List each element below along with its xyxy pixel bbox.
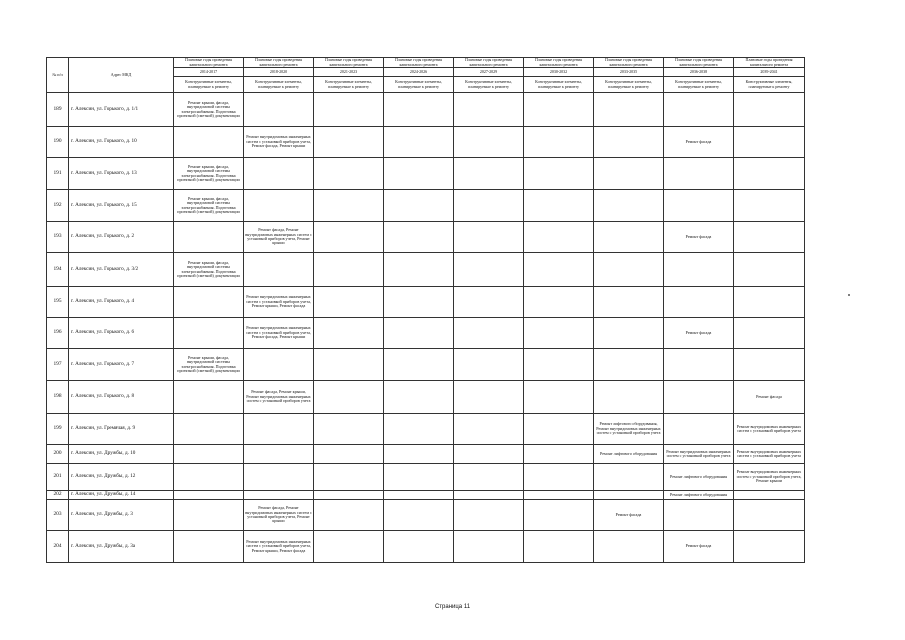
row-address: г. Алексин, ул. Дружбы, д. 10: [69, 445, 174, 464]
period-subheading: Конструктивные элементы, планируемые к ремонту: [454, 77, 524, 93]
repair-works-cell: [174, 222, 244, 253]
repair-works-cell: [454, 414, 524, 445]
row-address: г. Алексин, ул. Гремячая, д. 9: [69, 414, 174, 445]
repair-works-cell: Ремонт лифтового оборудования: [664, 464, 734, 491]
table-row: [47, 381, 805, 414]
period-heading: Плановые годы проведения капитального ремонта: [454, 58, 524, 68]
repair-works-cell: Ремонт крыши, фасада, внутридомовой системы электроснабжения. Подготовка проектной (сметной) документации: [174, 349, 244, 381]
repair-works-cell: [454, 127, 524, 158]
page-footer: Страница 11: [434, 604, 471, 610]
period-subheading: Конструктивные элементы, планируемые к ремонту: [174, 77, 244, 93]
repair-works-cell: Ремонт лифтового оборудования: [664, 491, 734, 500]
repair-works-cell: [594, 253, 664, 287]
repair-works-cell: [244, 190, 314, 222]
repair-works-cell: [594, 222, 664, 253]
period-years: 2021-2023: [314, 68, 384, 77]
repair-works-cell: [244, 414, 314, 445]
repair-works-cell: [384, 222, 454, 253]
period-years: 2024-2026: [384, 68, 454, 77]
row-address: г. Алексин, ул. Дружбы, д. 3: [69, 500, 174, 531]
repair-works-cell: [734, 491, 805, 500]
row-address: г. Алексин, ул. Горького, д. 13: [69, 158, 174, 190]
row-address: г. Алексин, ул. Горького, д. 2: [69, 222, 174, 253]
period-years: 2030-2032: [524, 68, 594, 77]
repair-works-cell: Ремонт внутридомовых инженерных систем с установкой приборов учета, Ремонт крыши: [734, 464, 805, 491]
row-number: 189: [47, 93, 69, 127]
repair-works-cell: Ремонт внутридомовых инженерных систем с установкой приборов учета, Ремонт крыши, Ремонт фасада: [244, 287, 314, 318]
repair-works-cell: [314, 464, 384, 491]
row-address: г. Алексин, ул. Дружбы, д. 12: [69, 464, 174, 491]
repair-works-cell: [314, 414, 384, 445]
repair-works-cell: [524, 253, 594, 287]
repair-works-cell: [454, 349, 524, 381]
repair-works-cell: [454, 93, 524, 127]
repair-works-cell: [454, 464, 524, 491]
repair-works-cell: Ремонт фасада, Ремонт внутридомовых инженерных систем с установкой приборов учета, Ремонт крыши: [244, 500, 314, 531]
repair-works-cell: [664, 349, 734, 381]
repair-works-cell: [734, 127, 805, 158]
repair-works-cell: [314, 381, 384, 414]
repair-works-cell: [244, 93, 314, 127]
row-number: 199: [47, 414, 69, 445]
table-row: [47, 349, 805, 381]
repair-works-cell: Ремонт лифтового оборудования, Ремонт внутридомовых инженерных систем с установкой приборов учета: [594, 414, 664, 445]
row-address: г. Алексин, ул. Горького, д. 8: [69, 381, 174, 414]
table-row: [47, 127, 805, 158]
table-row: [47, 491, 805, 500]
row-number: 198: [47, 381, 69, 414]
repair-works-cell: [524, 287, 594, 318]
capital-repair-table: [46, 57, 805, 563]
repair-works-cell: [384, 287, 454, 318]
repair-works-cell: [454, 445, 524, 464]
repair-works-cell: Ремонт фасада: [664, 127, 734, 158]
repair-works-cell: [594, 531, 664, 563]
repair-works-cell: [734, 93, 805, 127]
repair-works-cell: [454, 381, 524, 414]
repair-works-cell: [454, 190, 524, 222]
table-row: [47, 414, 805, 445]
row-address: г. Алексин, ул. Дружбы, д. 3а: [69, 531, 174, 563]
period-heading: Плановые годы проведения капитального ремонта: [594, 58, 664, 68]
repair-works-cell: Ремонт фасада: [664, 531, 734, 563]
repair-works-cell: Ремонт внутридомовых инженерных систем с установкой приборов учета: [734, 445, 805, 464]
repair-works-cell: [244, 158, 314, 190]
repair-works-cell: [454, 318, 524, 349]
repair-works-cell: [384, 318, 454, 349]
row-number: 194: [47, 253, 69, 287]
repair-works-cell: [244, 464, 314, 491]
period-subheading: Конструктивные элементы, планируемые к ремонту: [524, 77, 594, 93]
repair-works-cell: [524, 500, 594, 531]
repair-works-cell: Ремонт крыши, фасада, внутридомовой системы электроснабжения. Подготовка проектной (сметной) документации: [174, 93, 244, 127]
repair-works-cell: [384, 190, 454, 222]
col-header-address: Адрес МКД: [69, 58, 174, 93]
repair-works-cell: [524, 93, 594, 127]
repair-works-cell: [174, 445, 244, 464]
repair-works-cell: [594, 381, 664, 414]
repair-works-cell: [174, 127, 244, 158]
row-number: 192: [47, 190, 69, 222]
table-row: [47, 93, 805, 127]
row-number: 196: [47, 318, 69, 349]
repair-works-cell: [664, 414, 734, 445]
period-years: 2027-2029: [454, 68, 524, 77]
repair-works-cell: [314, 253, 384, 287]
repair-works-cell: [314, 445, 384, 464]
repair-works-cell: [384, 500, 454, 531]
repair-works-cell: [174, 464, 244, 491]
repair-works-cell: Ремонт крыши, фасада, внутридомовой системы электроснабжения. Подготовка проектной (сметной) документации: [174, 190, 244, 222]
repair-works-cell: [174, 414, 244, 445]
table-row: [47, 222, 805, 253]
repair-works-cell: [594, 318, 664, 349]
repair-works-cell: [314, 127, 384, 158]
table-row: [47, 464, 805, 491]
repair-works-cell: [174, 287, 244, 318]
repair-works-cell: Ремонт внутридомовых инженерных систем с установкой приборов учета: [664, 445, 734, 464]
table-row: [47, 318, 805, 349]
repair-works-cell: [384, 253, 454, 287]
repair-works-cell: [174, 318, 244, 349]
repair-works-cell: [314, 93, 384, 127]
repair-works-cell: [734, 287, 805, 318]
repair-works-cell: [734, 222, 805, 253]
repair-works-cell: [664, 287, 734, 318]
repair-works-cell: [734, 349, 805, 381]
period-years: 2039-2041: [734, 68, 805, 77]
period-years: 2018-2020: [244, 68, 314, 77]
repair-works-cell: Ремонт крыши, фасада, внутридомовой системы электроснабжения. Подготовка проектной (сметной) документации: [174, 253, 244, 287]
row-address: г. Алексин, ул. Дружбы, д. 14: [69, 491, 174, 500]
repair-works-cell: [314, 158, 384, 190]
row-address: г. Алексин, ул. Горького, д. 7: [69, 349, 174, 381]
repair-works-cell: [384, 381, 454, 414]
row-number: 202: [47, 491, 69, 500]
repair-works-cell: [174, 531, 244, 563]
repair-works-cell: [734, 531, 805, 563]
table-header: [47, 58, 805, 93]
repair-works-cell: [524, 531, 594, 563]
repair-works-cell: Ремонт фасада: [664, 318, 734, 349]
repair-works-cell: [734, 190, 805, 222]
period-subheading: Конструктивные элементы, планируемые к ремонту: [664, 77, 734, 93]
repair-works-cell: [524, 222, 594, 253]
repair-works-cell: [524, 190, 594, 222]
period-years: 2036-2038: [664, 68, 734, 77]
row-address: г. Алексин, ул. Горького, д. 15: [69, 190, 174, 222]
row-number: 203: [47, 500, 69, 531]
period-heading: Плановые годы проведения капитального ремонта: [314, 58, 384, 68]
repair-works-cell: [314, 491, 384, 500]
period-heading: Плановые годы проведения капитального ремонта: [734, 58, 805, 68]
period-years: 2014-2017: [174, 68, 244, 77]
repair-works-cell: [384, 531, 454, 563]
row-number: 195: [47, 287, 69, 318]
repair-works-cell: [314, 318, 384, 349]
row-number: 200: [47, 445, 69, 464]
col-header-num: № п/п: [47, 58, 69, 93]
row-number: 193: [47, 222, 69, 253]
row-address: г. Алексин, ул. Горького, д. 6: [69, 318, 174, 349]
repair-works-cell: [244, 253, 314, 287]
repair-works-cell: [174, 491, 244, 500]
repair-works-cell: [594, 464, 664, 491]
repair-works-cell: [594, 190, 664, 222]
repair-works-cell: [524, 318, 594, 349]
repair-works-cell: [594, 287, 664, 318]
repair-works-cell: [244, 445, 314, 464]
repair-works-cell: [664, 500, 734, 531]
repair-works-cell: [594, 127, 664, 158]
repair-works-cell: [524, 491, 594, 500]
period-subheading: Конструктивные элементы, планируемые к ремонту: [384, 77, 454, 93]
repair-works-cell: [384, 127, 454, 158]
repair-works-cell: [524, 445, 594, 464]
repair-works-cell: [384, 464, 454, 491]
repair-works-cell: Ремонт крыши, фасада, внутридомовой системы электроснабжения. Подготовка проектной (сметной) документации: [174, 158, 244, 190]
repair-works-cell: [384, 349, 454, 381]
period-heading: Плановые годы проведения капитального ремонта: [174, 58, 244, 68]
repair-works-cell: [734, 500, 805, 531]
repair-works-cell: [244, 491, 314, 500]
repair-works-cell: [664, 158, 734, 190]
period-subheading: Конструктивные элементы, планируемые к ремонту: [314, 77, 384, 93]
row-number: 204: [47, 531, 69, 563]
repair-works-cell: [454, 531, 524, 563]
repair-works-cell: [314, 349, 384, 381]
period-heading: Плановые годы проведения капитального ремонта: [524, 58, 594, 68]
period-years: 2033-2035: [594, 68, 664, 77]
repair-works-cell: Ремонт фасада, Ремонт крыши, Ремонт внутридомовых инженерных систем с установкой приборов учета: [244, 381, 314, 414]
row-address: г. Алексин, ул. Горького, д. 3/2: [69, 253, 174, 287]
repair-works-cell: [664, 93, 734, 127]
repair-works-cell: Ремонт лифтового оборудования: [594, 445, 664, 464]
repair-works-cell: [314, 500, 384, 531]
scan-dot-mark: [848, 294, 850, 296]
repair-works-cell: [384, 158, 454, 190]
row-number: 190: [47, 127, 69, 158]
repair-works-cell: [524, 464, 594, 491]
repair-works-cell: [524, 381, 594, 414]
period-heading: Плановые годы проведения капитального ремонта: [244, 58, 314, 68]
table-row: [47, 158, 805, 190]
repair-works-cell: [524, 127, 594, 158]
repair-works-cell: Ремонт фасада: [594, 500, 664, 531]
repair-works-cell: [454, 253, 524, 287]
table-row: [47, 500, 805, 531]
repair-works-cell: [594, 349, 664, 381]
table-row: [47, 531, 805, 563]
repair-works-cell: [454, 158, 524, 190]
row-number: 197: [47, 349, 69, 381]
repair-works-cell: Ремонт фасада, Ремонт внутридомовых инженерных систем с установкой приборов учета, Ремонт крыши: [244, 222, 314, 253]
repair-works-cell: Ремонт фасада: [734, 381, 805, 414]
repair-works-cell: [384, 93, 454, 127]
repair-works-cell: [664, 381, 734, 414]
repair-works-cell: [664, 253, 734, 287]
repair-works-cell: [454, 222, 524, 253]
period-heading: Плановые годы проведения капитального ремонта: [664, 58, 734, 68]
repair-works-cell: [384, 445, 454, 464]
repair-works-cell: [174, 381, 244, 414]
repair-works-cell: [454, 287, 524, 318]
repair-works-cell: [314, 222, 384, 253]
row-number: 191: [47, 158, 69, 190]
row-number: 201: [47, 464, 69, 491]
period-subheading: Конструктивные элементы, планируемые к ремонту: [244, 77, 314, 93]
repair-works-cell: Ремонт внутридомовых инженерных систем с установкой приборов учета, Ремонт фасада, Ремонт крыши: [244, 127, 314, 158]
table-row: [47, 287, 805, 318]
table-row: [47, 445, 805, 464]
repair-works-cell: [594, 158, 664, 190]
repair-works-cell: Ремонт внутридомовых инженерных систем с установкой приборов учета: [734, 414, 805, 445]
table-body: [47, 93, 805, 563]
row-address: г. Алексин, ул. Горького, д. 10: [69, 127, 174, 158]
repair-works-cell: [384, 414, 454, 445]
repair-works-cell: Ремонт внутридомовых инженерных систем с установкой приборов учета, Ремонт крыши, Ремонт фасада: [244, 531, 314, 563]
period-subheading: Конструктивные элементы, планируемые к ремонту: [594, 77, 664, 93]
row-address: г. Алексин, ул. Горького, д. 4: [69, 287, 174, 318]
period-heading: Плановые годы проведения капитального ремонта: [384, 58, 454, 68]
repair-works-cell: [734, 318, 805, 349]
repair-works-cell: [314, 531, 384, 563]
repair-works-cell: [524, 414, 594, 445]
repair-works-cell: [174, 500, 244, 531]
repair-works-cell: [454, 500, 524, 531]
repair-works-cell: [664, 190, 734, 222]
repair-works-cell: Ремонт фасада: [664, 222, 734, 253]
repair-works-cell: [244, 349, 314, 381]
repair-works-cell: [594, 93, 664, 127]
repair-works-cell: Ремонт внутридомовых инженерных систем с установкой приборов учета, Ремонт фасада, Ремонт крыши: [244, 318, 314, 349]
row-address: г. Алексин, ул. Горького, д. 1/1: [69, 93, 174, 127]
repair-works-cell: [384, 491, 454, 500]
repair-works-cell: [314, 190, 384, 222]
repair-works-cell: [314, 287, 384, 318]
table-row: [47, 190, 805, 222]
table-row: [47, 253, 805, 287]
repair-works-cell: [524, 349, 594, 381]
repair-works-cell: [594, 491, 664, 500]
repair-works-cell: [734, 158, 805, 190]
repair-works-cell: [454, 491, 524, 500]
period-subheading: Конструктивные элементы, планируемые к ремонту: [734, 77, 805, 93]
repair-works-cell: [524, 158, 594, 190]
repair-works-cell: [734, 253, 805, 287]
